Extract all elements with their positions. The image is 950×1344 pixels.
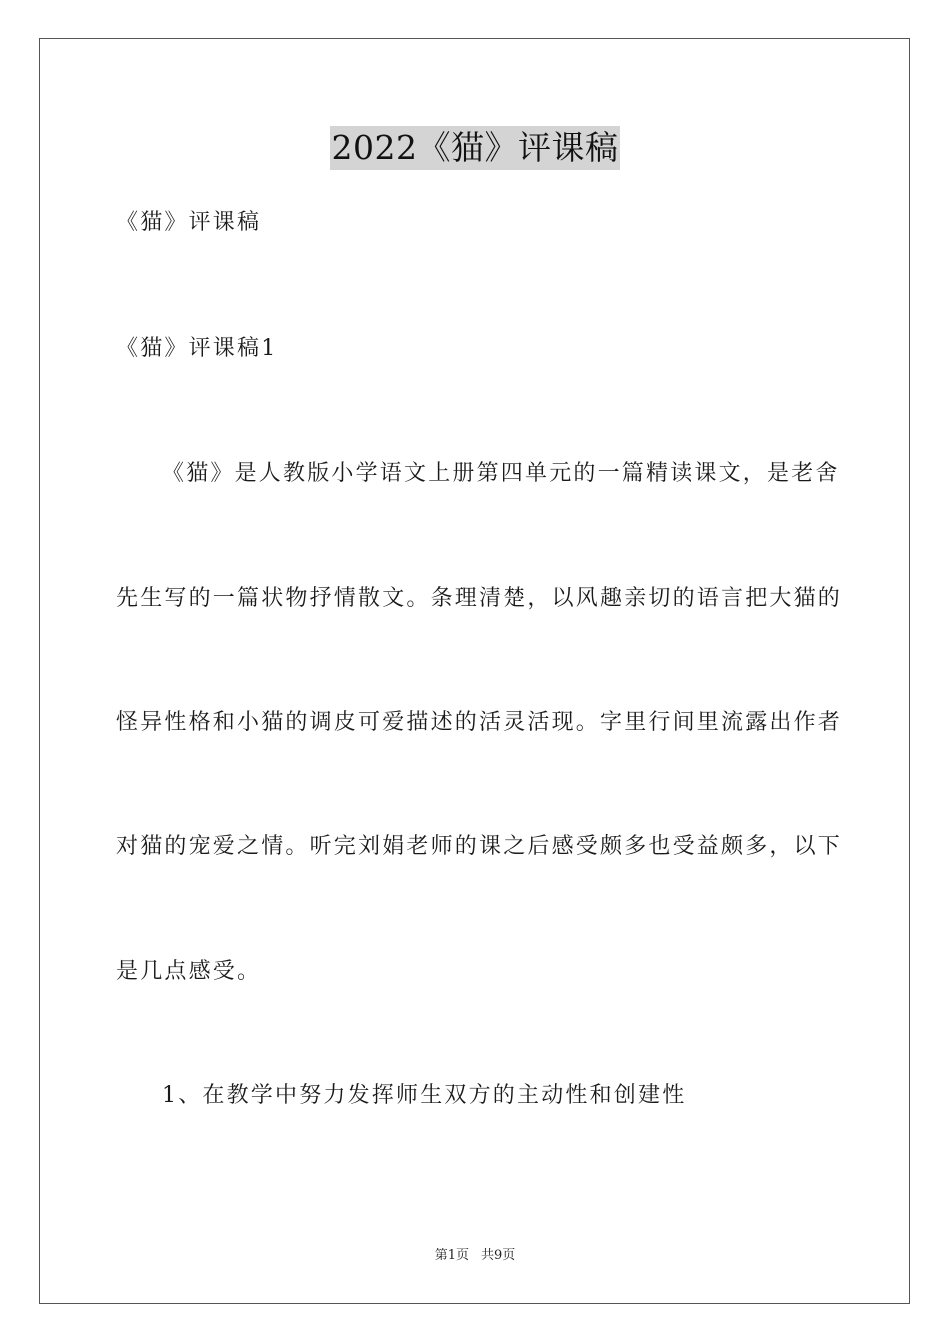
page-number: 第1页 <box>434 1248 469 1263</box>
title-container <box>0 126 950 170</box>
page-total: 共9页 <box>481 1248 516 1263</box>
paragraph-line: 先生写的一篇状物抒情散文。条理清楚，以风趣亲切的语言把大猫的 <box>116 586 843 611</box>
paragraph-line: 是几点感受。 <box>116 959 262 984</box>
paragraph-line: 《猫》是人教版小学语文上册第四单元的一篇精读课文，是老舍 <box>162 461 840 486</box>
section-heading: 《猫》评课稿1 <box>116 336 278 361</box>
paragraph-line: 对猫的宠爱之情。听完刘娟老师的课之后感受颇多也受益颇多，以下 <box>116 834 843 859</box>
subtitle: 《猫》评课稿 <box>116 210 262 235</box>
page-footer <box>0 1247 950 1265</box>
point-1: 1、在教学中努力发挥师生双方的主动性和创建性 <box>162 1083 687 1108</box>
document-title: 2022《猫》评课稿 <box>330 126 621 170</box>
paragraph-line: 怪异性格和小猫的调皮可爱描述的活灵活现。字里行间里流露出作者 <box>116 710 843 735</box>
